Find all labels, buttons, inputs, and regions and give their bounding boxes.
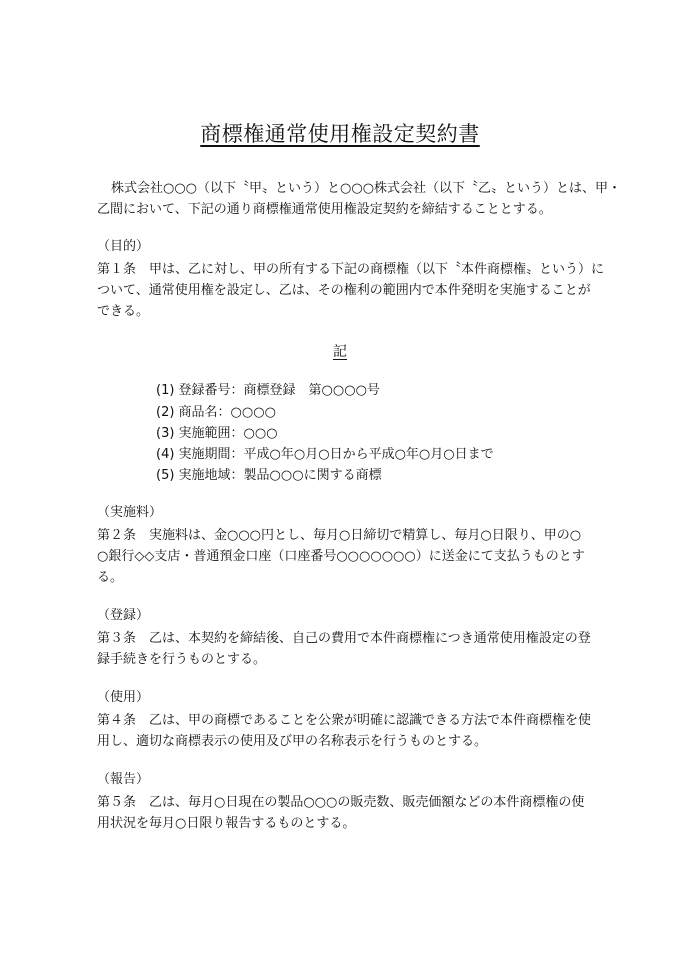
article4-line-1: 第４条 乙は、甲の商標であることを公衆が明確に認識できる方法で本件商標権を使 (97, 713, 592, 728)
article1-line-1: 第１条 甲は、乙に対し、甲の所有する下記の商標権（以下〝本件商標権〟という）に (97, 262, 605, 277)
intro-line-1: 株式会社○○○（以下〝甲〟という）と○○○株式会社（以下〝乙〟という）とは、甲・ (111, 181, 622, 196)
item-2: (2) 商品名：○○○○ (156, 405, 276, 420)
article4-heading: （使用） (97, 690, 150, 705)
article3-heading: （登録） (97, 608, 150, 623)
item-3: (3) 実施範囲：○○○ (156, 426, 278, 441)
item-4: (4) 実施期間：平成○年○月○日から平成○年○月○日まで (156, 447, 494, 462)
item-1: (1) 登録番号：商標登録 第○○○○号 (156, 383, 380, 398)
article2-line-2: ○銀行◇◇支店・普通預金口座（口座番号○○○○○○○）に送金にて支払うものとす (97, 549, 585, 564)
article5-line-2: 用状況を毎月○日限り報告するものとする。 (97, 816, 356, 831)
intro-line-2: 乙間において、下記の通り商標権通常使用権設定契約を締結することとする。 (97, 202, 552, 217)
article2-line-1: 第２条 実施料は、金○○○円とし、毎月○日締切で精算し、毎月○日限り、甲の○ (97, 528, 582, 543)
article1-line-2: ついて、通常使用権を設定し、乙は、その権利の範囲内で本件発明を実施することが (97, 283, 591, 298)
article3-line-1: 第３条 乙は、本契約を締結後、自己の費用で本件商標権につき通常使用権設定の登 (97, 631, 591, 646)
article5-heading: （報告） (97, 772, 150, 787)
document-title: 商標権通常使用権設定契約書 (200, 122, 480, 146)
article1-heading: （目的） (97, 239, 150, 254)
article4-line-2: 用し、適切な商標表示の使用及び甲の名称表示を行うものとする。 (97, 734, 488, 749)
ki-heading: 記 (333, 344, 347, 360)
article2-heading: （実施料） (97, 505, 163, 520)
article5-line-1: 第５条 乙は、毎月○日現在の製品○○○の販売数、販売価額などの本件商標権の使 (97, 795, 585, 810)
article1-line-3: できる。 (97, 304, 150, 319)
article3-line-2: 録手続きを行うものとする。 (97, 652, 267, 667)
item-5: (5) 実施地域：製品○○○に関する商標 (156, 468, 382, 483)
article2-line-3: る。 (97, 570, 124, 585)
